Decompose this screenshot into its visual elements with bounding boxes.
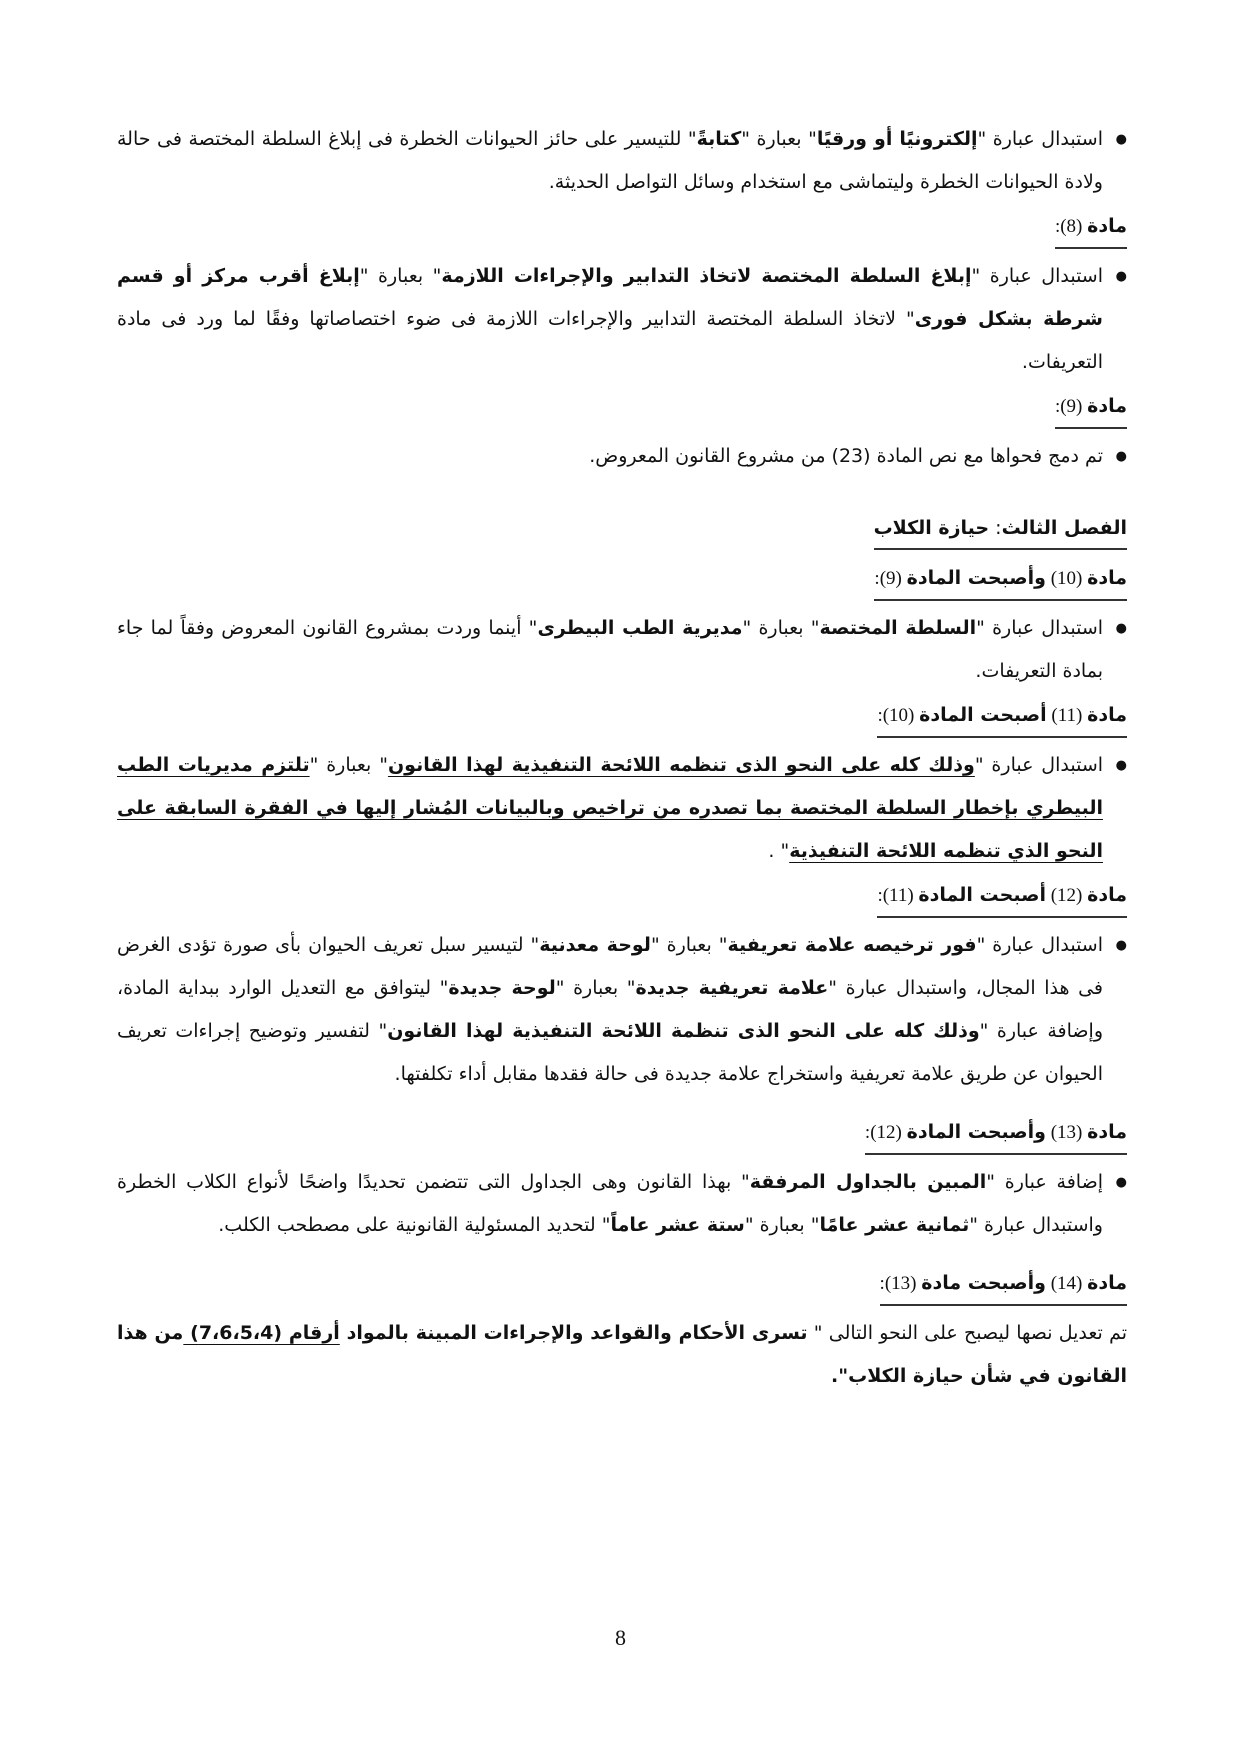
- bullet-item: ● إضافة عبارة "المبين بالجداول المرفقة" بهذا القانون وهى الجداول التى تتضمن تحديدًا واضحًا لأنواع الكلاب الخطرة واستبدال عبارة "ثمانية عشر عامًا" بعبارة "ستة عشر عاماً" لتحديد المسئولية القانونية على مصطحب الكلب.: [117, 1161, 1127, 1247]
- underlined-article-numbers: أرقام (7،6،5،4): [183, 1322, 340, 1344]
- bold-phrase: وذلك كله على النحو الذى تنظمة اللائحة التنفيذية لهذا القانون: [387, 1020, 980, 1042]
- article-heading-13: مادة (13) وأصبحت المادة (12):: [865, 1114, 1127, 1155]
- bold-phrase: علامة تعريفية جديدة: [635, 977, 829, 999]
- bold-phrase: مديرية الطب البيطرى: [537, 617, 743, 639]
- bullet-item: ● استبدال عبارة "وذلك كله على النحو الذى تنظمه اللائحة التنفيذية لهذا القانون" بعبارة "تلتزم مديريات الطب البيطري بإخطار السلطة المختصة بما تصدره من تراخيص وبالبيانات المُشار إليها في الفقرة السابقة على النحو الذي تنظمه اللائحة التنفيذية" .: [117, 744, 1127, 873]
- bold-phrase: تسرى الأحكام والقواعد والإجراءات المبينة بالمواد: [339, 1322, 808, 1344]
- bold-phrase: لوحة جديدة: [448, 977, 556, 999]
- article-heading-14: مادة (14) وأصبحت مادة (13):: [880, 1265, 1127, 1306]
- bold-phrase: السلطة المختصة: [819, 617, 977, 639]
- page-number: 8: [615, 1625, 626, 1650]
- bold-phrase: فور ترخيصه علامة تعريفية: [727, 934, 977, 956]
- bullet-item: ● استبدال عبارة "إلكترونيًا أو ورقيًا" بعبارة "كتابةً" للتيسير على حائز الحيوانات الخطرة فى إبلاغ السلطة المختصة فى حالة ولادة الحيوانات الخطرة وليتماشى مع استخدام وسائل التواصل الحديثة.: [117, 118, 1127, 204]
- article-heading-9: مادة (9):: [1055, 388, 1127, 429]
- bold-phrase: إلكترونيًا أو ورقيًا: [816, 128, 978, 150]
- article-heading-11: مادة (11) أصبحت المادة (10):: [877, 697, 1127, 738]
- amended-text-paragraph: تم تعديل نصها ليصبح على النحو التالى " تسرى الأحكام والقواعد والإجراءات المبينة بالمواد أرقام (7،6،5،4) من هذا القانون في شأن حيازة الكلاب".: [117, 1322, 1128, 1387]
- chapter-heading: الفصل الثالث: حيازة الكلاب: [874, 510, 1127, 550]
- bullet-item: ● استبدال عبارة "فور ترخيصه علامة تعريفية" بعبارة "لوحة معدنية" لتيسير سبل تعريف الحيوان بأى صورة تؤدى الغرض فى هذا المجال، واستبدال عبارة "علامة تعريفية جديدة" بعبارة "لوحة جديدة" ليتوافق مع التعديل الوارد ببداية المادة، وإضافة عبارة "وذلك كله على النحو الذى تنظمة اللائحة التنفيذية لهذا القانون" لتفسير وتوضيح إجراءات تعريف الحيوان عن طريق علامة تعريفية واستخراج علامة جديدة فى حالة فقدها مقابل أداء تكلفتها.: [117, 924, 1127, 1096]
- article-heading-10: مادة (10) وأصبحت المادة (9):: [874, 560, 1127, 601]
- article-heading-12: مادة (12) أصبحت المادة (11):: [877, 877, 1127, 918]
- bold-phrase: تلتزم مديريات الطب البيطري بإخطار السلطة المختصة بما تصدره من تراخيص وبالبيانات المُشار إليها في الفقرة السابقة على النحو الذي تنظمه اللائحة التنفيذية: [117, 754, 1103, 862]
- bold-phrase: من هذا القانون في شأن حيازة الكلاب".: [117, 1322, 1127, 1387]
- bullet-item: ● استبدال عبارة "السلطة المختصة" بعبارة "مديرية الطب البيطرى" أينما وردت بمشروع القانون المعروض وفقاً لما جاء بمادة التعريفات.: [117, 607, 1127, 693]
- bold-phrase: المبين بالجداول المرفقة: [749, 1171, 987, 1193]
- bold-phrase: ستة عشر عاماً: [610, 1214, 745, 1236]
- bullet-item: ● استبدال عبارة "إبلاغ السلطة المختصة لاتخاذ التدابير والإجراءات اللازمة" بعبارة "إبلاغ أقرب مركز أو قسم شرطة بشكل فورى" لاتخاذ السلطة المختصة التدابير والإجراءات اللازمة فى ضوء اختصاصاتها وفقًا لما ورد فى مادة التعريفات.: [117, 255, 1127, 384]
- bold-phrase: إبلاغ أقرب مركز أو قسم شرطة بشكل فورى: [117, 265, 1103, 330]
- bold-phrase: ثمانية عشر عامًا: [819, 1214, 970, 1236]
- bold-phrase: لوحة معدنية: [539, 934, 651, 956]
- bold-phrase: إبلاغ السلطة المختصة لاتخاذ التدابير والإجراءات اللازمة: [441, 265, 972, 287]
- article-heading-8: مادة (8):: [1055, 208, 1127, 249]
- bullet-item: ● تم دمج فحواها مع نص المادة (23) من مشروع القانون المعروض.: [117, 435, 1127, 478]
- document-page: [117, 118, 1127, 1398]
- bold-phrase: كتابةً: [696, 128, 742, 150]
- bold-phrase: وذلك كله على النحو الذى تنظمه اللائحة التنفيذية لهذا القانون: [387, 754, 975, 776]
